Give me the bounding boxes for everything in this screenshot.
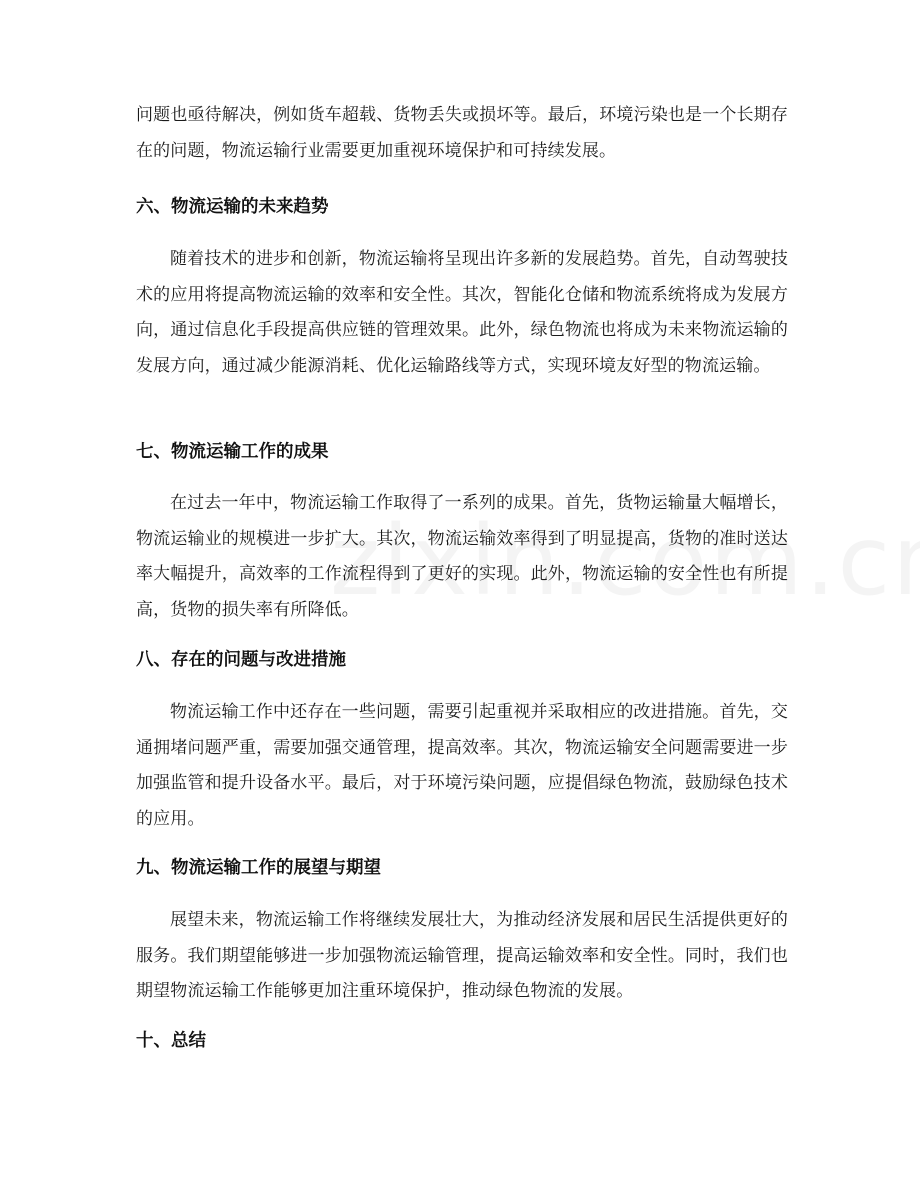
section-7-body — [136, 486, 788, 628]
section-8-body — [136, 695, 788, 837]
section-heading: 九、物流运输工作的展望与期望 — [136, 858, 381, 878]
section-6-heading-block — [136, 195, 788, 219]
section-heading: 七、物流运输工作的成果 — [136, 442, 329, 462]
paragraph: 问题也亟待解决，例如货车超载、货物丢失或损坏等。最后，环境污染也是一个长期存在的问题，物流运输行业需要更加重视环境保护和可持续发展。 — [136, 105, 788, 161]
section-10-heading-block — [136, 1029, 788, 1053]
section-8-heading-block — [136, 648, 788, 672]
section-9-heading-block — [136, 856, 788, 880]
paragraph: 在过去一年中，物流运输工作取得了一系列的成果。首先，货物运输量大幅增长，物流运输业的规模进一步扩大。其次，物流运输效率得到了明显提高，货物的准时送达率大幅提升，高效率的工作流程得到了更好的实现。此外，物流运输的安全性也有所提高，货物的损失率有所降低。 — [136, 493, 788, 620]
section-heading: 八、存在的问题与改进措施 — [136, 650, 346, 670]
section-6-body — [136, 242, 788, 384]
section-7-heading-block — [136, 440, 788, 464]
section-5-continuation — [136, 98, 788, 169]
paragraph: 展望未来，物流运输工作将继续发展壮大，为推动经济发展和居民生活提供更好的服务。我们期望能够进一步加强物流运输管理，提高运输效率和安全性。同时，我们也期望物流运输工作能够更加注重环境保护，推动绿色物流的发展。 — [136, 910, 788, 1001]
section-heading: 十、总结 — [136, 1031, 206, 1051]
paragraph: 随着技术的进步和创新，物流运输将呈现出许多新的发展趋势。首先，自动驾驶技术的应用将提高物流运输的效率和安全性。其次，智能化仓储和物流系统将成为发展方向，通过信息化手段提高供应链的管理效果。此外，绿色物流也将成为未来物流运输的发展方向，通过减少能源消耗、优化运输路线等方式，实现环境友好型的物流运输。 — [136, 249, 788, 376]
paragraph: 物流运输工作中还存在一些问题，需要引起重视并采取相应的改进措施。首先，交通拥堵问题严重，需要加强交通管理，提高效率。其次，物流运输安全问题需要进一步加强监管和提升设备水平。最后，对于环境污染问题，应提倡绿色物流，鼓励绿色技术的应用。 — [136, 702, 788, 829]
section-heading: 六、物流运输的未来趋势 — [136, 197, 329, 217]
section-9-body — [136, 903, 788, 1010]
